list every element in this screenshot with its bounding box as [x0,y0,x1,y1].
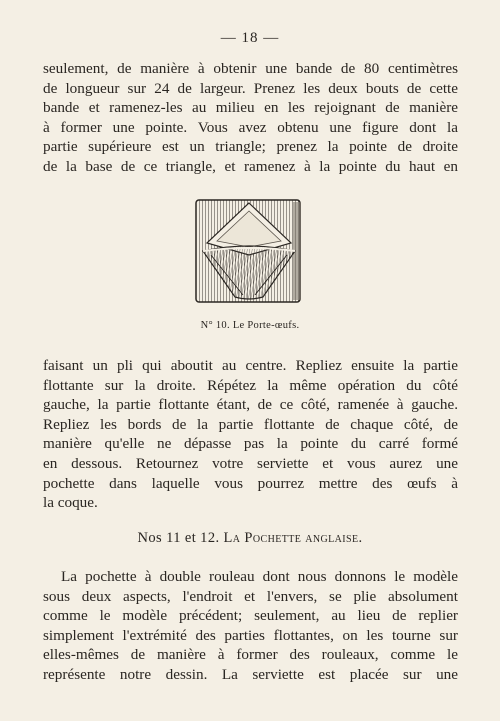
section-heading [0,530,500,547]
text-line: seulement, de manière à obtenir une bande de 80 centimètres [43,60,458,77]
section-number: Nos 11 et 12. [137,530,220,546]
figure-caption: N° 10. Le Porte-œufs. [200,320,300,331]
text-line: bande et ramenez-les au milieu en les rejoignant de manière [43,99,458,117]
paragraph-2 [43,356,458,513]
text-line: sous deux aspects, l'endroit et l'envers, se plie absolument [43,587,458,605]
page-number: — 18 — [220,30,280,46]
text-line: la coque. [43,494,98,512]
text-line: partie supérieure est un triangle; prenez la pointe de droite [43,138,458,156]
text-line: gauche, la partie flottante étant, de ce côté, ramenée à gauche. [43,396,458,414]
text-line: représente notre dessin. La serviette est placée sur une [43,665,458,683]
folded-napkin-egg-holder-icon [193,197,305,305]
text-line: simplement l'extrémité des parties flottantes, on les tourne sur [43,626,458,644]
text-line: pochette dans laquelle vous pourrez mettre des œufs à [43,474,458,492]
text-line: elles-mêmes de manière à former des rouleaux, comme le [43,646,458,664]
text-line: comme le modèle précédent; seulement, au lieu de replier [43,607,458,625]
folded-napkin-illustration [193,197,305,305]
text-line: à former une pointe. Vous avez obtenu une figure dont la [43,118,458,136]
section-title: La Pochette anglaise. [223,530,363,546]
text-line: manière qu'elle ne dépasse pas la pointe du carré formé [43,435,458,453]
text-line: faisant un pli qui aboutit au centre. Repliez ensuite la partie [43,357,458,374]
text-line: de longueur sur 24 de largeur. Prenez les deux bouts de cette [43,79,458,97]
text-line: en dessous. Retournez votre serviette et vous aurez une [43,454,458,472]
text-line: de la base de ce triangle, et ramenez à la pointe du haut en [43,157,458,175]
paragraph-3 [43,567,458,685]
paragraph-1 [43,59,458,177]
text-line: flottante sur la droite. Répétez la même opération du côté [43,376,458,394]
text-line: Repliez les bords de la partie flottante de chaque côté, de [43,415,458,433]
text-line: La pochette à double rouleau dont nous donnons le modèle [61,568,458,585]
